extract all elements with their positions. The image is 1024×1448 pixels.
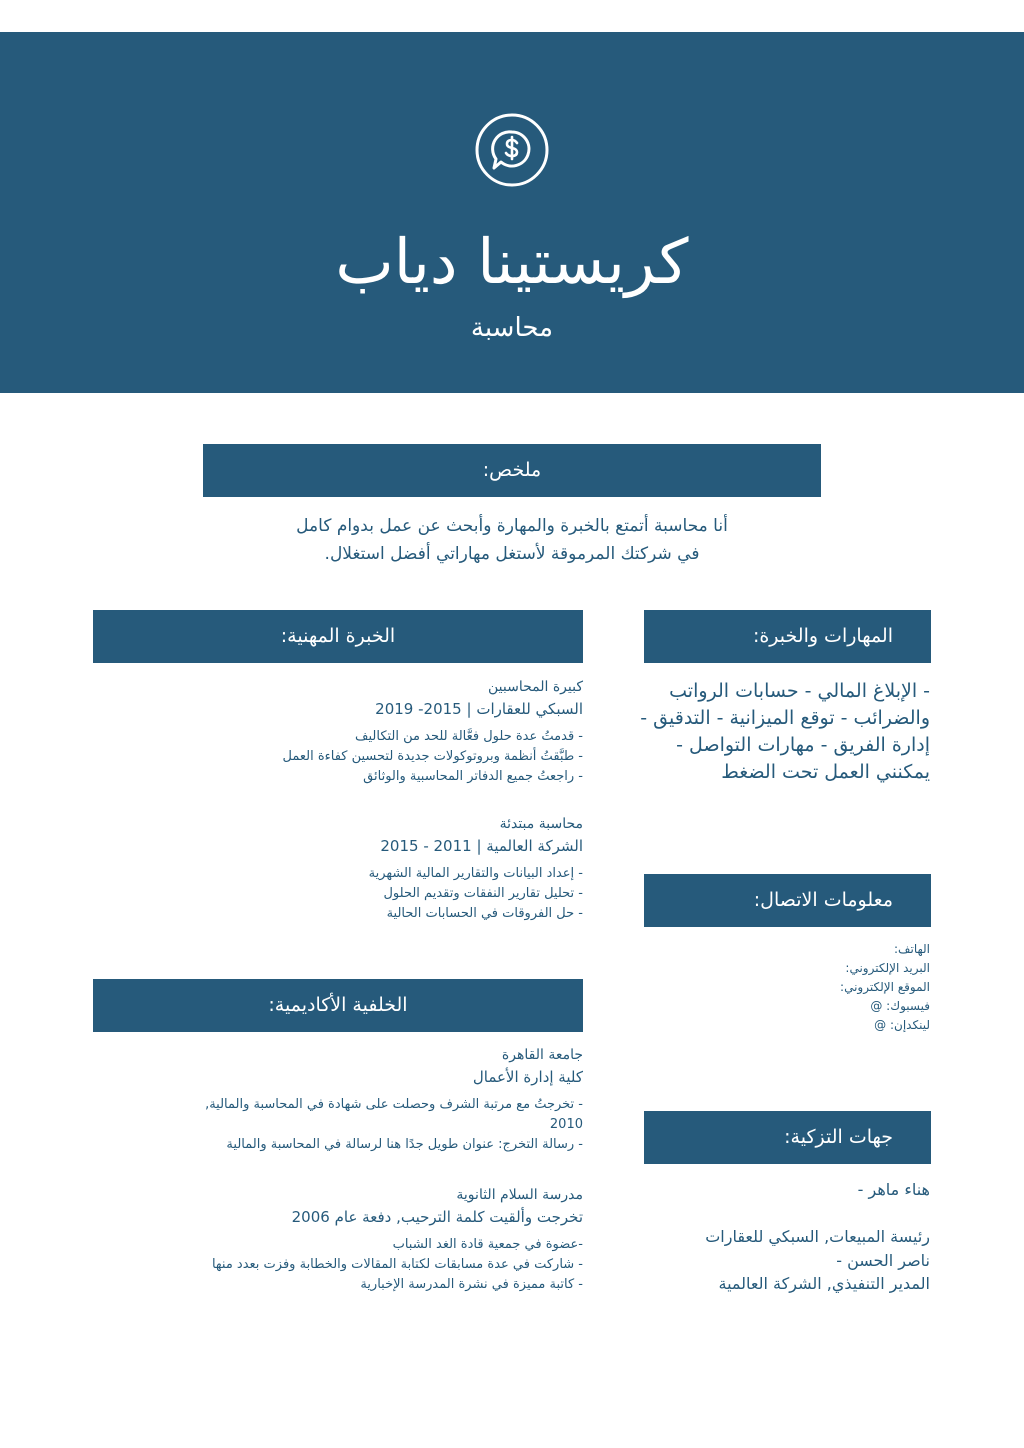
reference-spacer [630, 1202, 930, 1226]
education-heading: الخلفية الأكاديمية: [93, 979, 583, 1032]
school-2-bullet-1: -عضوة في جمعية قادة الغد الشباب [392, 1237, 583, 1252]
job-1-bullet-2: - طبَّقتُ أنظمة وبروتوكولات جديدة لتحسين كفاءة العمل [282, 749, 583, 764]
skills-text: - الإبلاغ المالي - حسابات الرواتب والضرائب - توقع الميزانية - التدقيق - إدارة الفريق - مهارات التواصل - يمكنني العمل تحت الضغط [640, 680, 930, 783]
contact-linkedin: لينكدإن: @ [874, 1018, 930, 1032]
contact-facebook: فيسبوك: @ [870, 999, 930, 1013]
job-2-bullet-3: - حل الفروقات في الحسابات الحالية [386, 906, 583, 921]
school-2-org: تخرجت وألقيت كلمة الترحيب, دفعة عام 2006 [291, 1208, 583, 1226]
reference-2-role: المدير التنفيذي, الشركة العالمية [718, 1274, 930, 1293]
contact-email: البريد الإلكتروني: [845, 961, 930, 975]
resume-header [0, 32, 1024, 393]
school-2-title: مدرسة السلام الثانوية [456, 1187, 583, 1203]
job-1-bullet-3: - راجعتُ جميع الدفاتر المحاسبية والوثائق [363, 769, 583, 784]
summary-text [210, 512, 814, 568]
job-2-bullet-1: - إعداد البيانات والتقارير المالية الشهرية [368, 866, 583, 881]
contact-phone: الهاتف: [894, 942, 930, 956]
school-2-bullet-2: - شاركت في عدة مسابقات لكتابة المقالات والخطابة وفزت بعدد منها [211, 1257, 583, 1272]
school-1-org: كلية إدارة الأعمال [472, 1068, 583, 1086]
summary-line-1: أنا محاسبة أتمتع بالخبرة والمهارة وأبحث عن عمل بدوام كامل [296, 516, 728, 536]
summary-line-2: في شركتك المرموقة لأستغل مهاراتي أفضل استغلال. [324, 544, 700, 564]
experience-heading: الخبرة المهنية: [93, 610, 583, 663]
skills-heading: المهارات والخبرة: [644, 610, 931, 663]
school-1-title: جامعة القاهرة [501, 1047, 583, 1063]
job-1-org: السبكي للعقارات | 2015- 2019 [375, 700, 583, 718]
job-1-title: كبيرة المحاسبين [487, 679, 583, 695]
school-1 [103, 1045, 583, 1155]
reference-2-name: ناصر الحسن - [836, 1250, 930, 1270]
candidate-role: محاسبة [470, 313, 554, 343]
school-1-bullet-1-cont: 2010 [549, 1117, 583, 1132]
school-2-bullet-3: - كاتبة مميزة في نشرة المدرسة الإخبارية [360, 1277, 583, 1292]
reference-1-role: رئيسة المبيعات, السبكي للعقارات [705, 1227, 930, 1246]
summary-heading: ملخص: [203, 444, 821, 497]
references-heading: جهات التزكية: [644, 1111, 931, 1164]
job-1-bullet-1: - قدمتُ عدة حلول فعَّالة للحد من التكاليف [355, 729, 583, 744]
dollar-chat-bubble-icon [472, 110, 552, 190]
reference-1-name: هناء ماهر - [857, 1180, 930, 1199]
contact-list [643, 940, 930, 1035]
job-2-org: الشركة العالمية | 2011 - 2015 [380, 837, 583, 855]
candidate-name: كريستينا دياب [335, 225, 689, 298]
contact-heading: معلومات الاتصال: [644, 874, 931, 927]
school-1-bullet-2: - رسالة التخرج: عنوان طويل جدًا هنا لرسالة في المحاسبة والمالية [226, 1137, 583, 1152]
contact-website: الموقع الإلكتروني: [840, 980, 930, 994]
job-2-title: محاسبة مبتدئة [499, 816, 583, 832]
job-2-bullet-2: - تحليل تقارير النفقات وتقديم الحلول [383, 886, 583, 901]
references-list [630, 1178, 930, 1296]
school-2 [103, 1185, 583, 1295]
job-1 [103, 677, 583, 787]
school-1-bullet-1: - تخرجتُ مع مرتبة الشرف وحصلت على شهادة في المحاسبة والمالية, [205, 1097, 583, 1112]
job-2 [103, 814, 583, 924]
